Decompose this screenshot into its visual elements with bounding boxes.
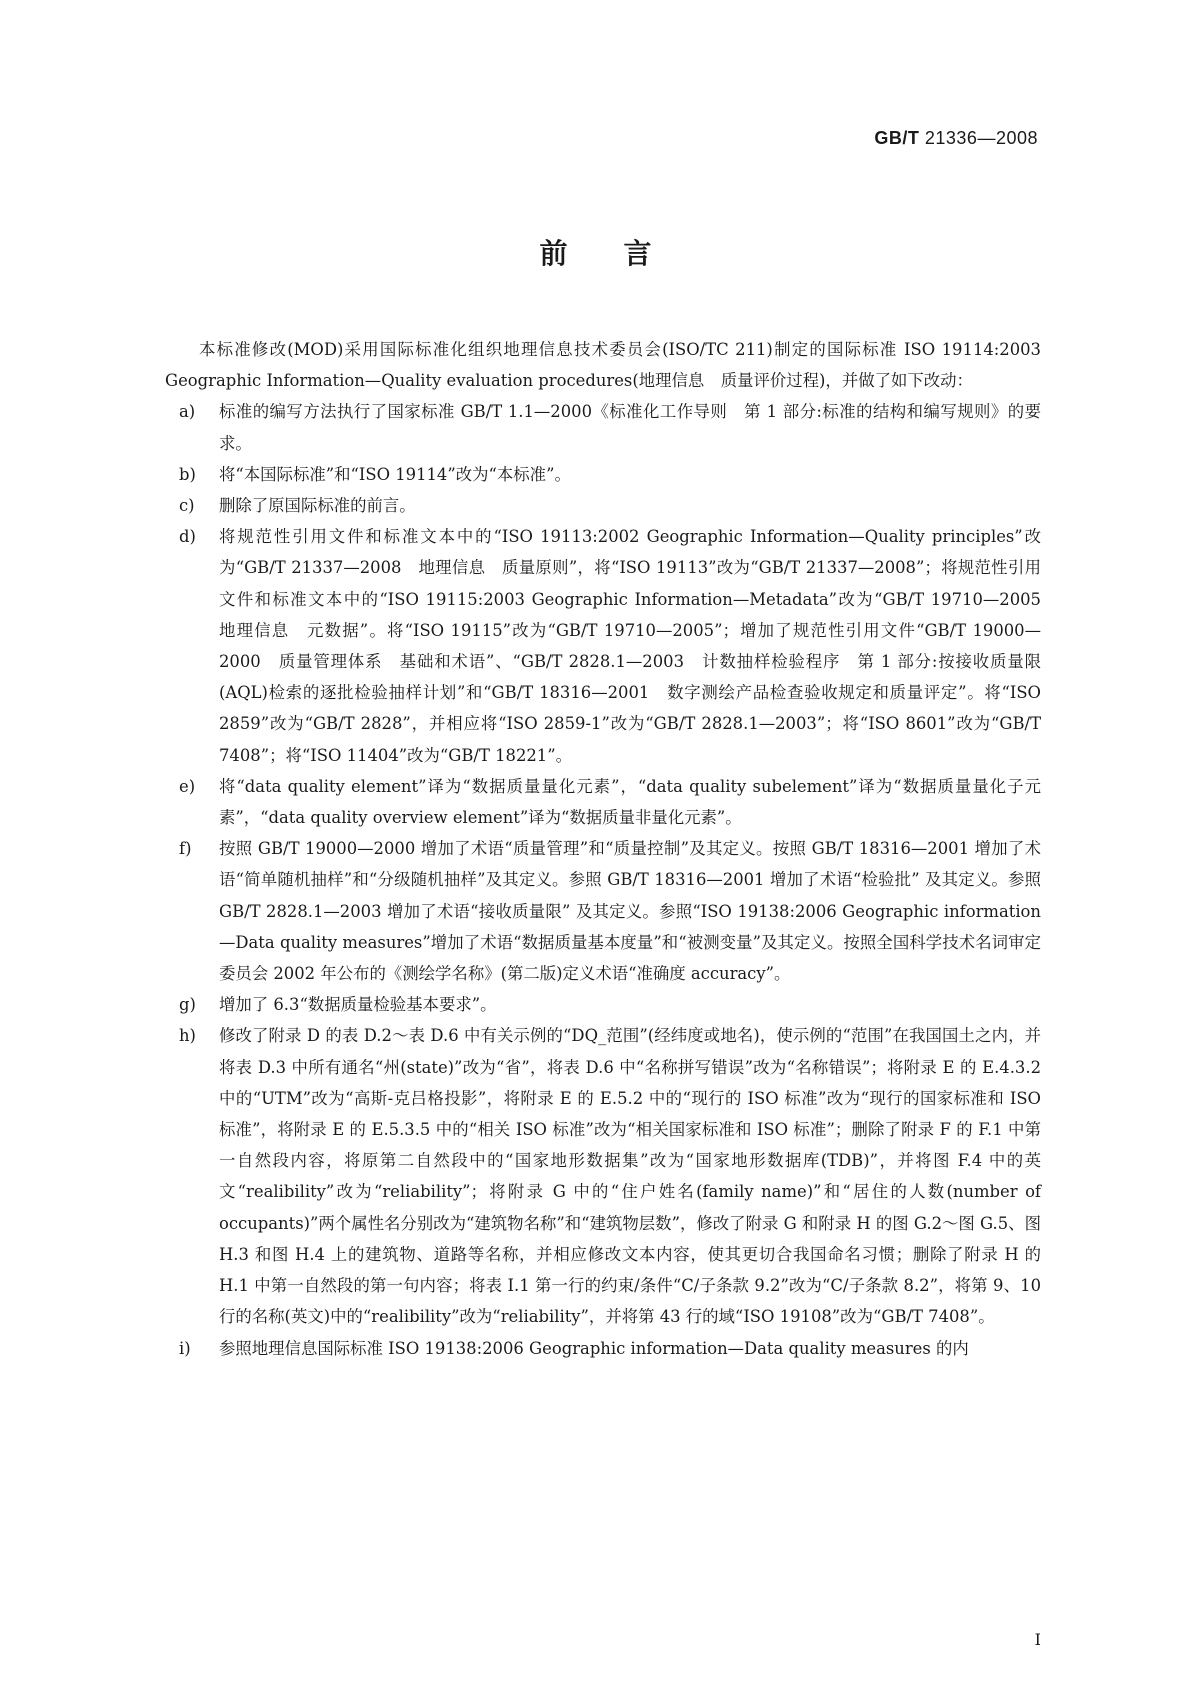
- list-item-label: a): [179, 402, 196, 422]
- standard-code-prefix: GB/T: [874, 128, 920, 148]
- list-item-text: 将“本国际标准”和“ISO 19114”改为“本标准”。: [219, 464, 571, 484]
- list-item-text: 修改了附录 D 的表 D.2～表 D.6 中有关示例的“DQ_范围”(经纬度或地名)，使示例的“范围”在我国国土之内，并将表 D.3 中所有通名“州(state)”改为“省”，将表 D.6 中“名称拼写错误”改为“名称错误”；将附录 E 的 E.4.3.2 中的“UTM”改为“高斯-克吕格投影”，将附录 E 的 E.5.2 中的“现行的 ISO 标准”改为“现行的国家标准和 ISO 标准”，将附录 E 的 E.5.3.5 中的“相关 ISO 标准”改为“相关国家标准和 ISO 标准”；删除了附录 F 的 F.1 中第一自然段内容，将原第二自然段中的“国家地形数据集”改为“国家地形数据库(TDB)”，并将图 F.4 中的英文“realibility”改为“reliability”；将附录 G 中的“住户姓名(family name)”和“居住的人数(number of occupants)”两个属性名分别改为“建筑物名称”和“建筑物层数”，修改了附录 G 和附录 H 的图 G.2～图 G.5、图 H.3 和图 H.4 上的建筑物、道路等名称，并相应修改文本内容，使其更切合我国命名习惯；删除了附录 H 的 H.1 中第一自然段的第一句内容；将表 I.1 第一行的约束/条件“C/子条款 9.2”改为“C/子条款 8.2”，将第 9、10 行的名称(英文)中的“realibility”改为“reliability”，并将第 43 行的域“ISO 19108”改为“GB/T 7408”。: [219, 1026, 1041, 1327]
- list-item-text: 将规范性引用文件和标准文本中的“ISO 19113:2002 Geographic Information—Quality principles”改为“GB/T 21337—2008 地理信息 质量原则”，将“ISO 19113”改为“GB/T 21337—2008”；将规范性引用文件和标准文本中的“ISO 19115:2003 Geographic Information—Metadata”改为“GB/T 19710—2005 地理信息 元数据”。将“ISO 19115”改为“GB/T 19710—2005”；增加了规范性引用文件“GB/T 19000—2000 质量管理体系 基础和术语”、“GB/T 2828.1—2003 计数抽样检验程序 第 1 部分:按接收质量限(AQL)检索的逐批检验抽样计划”和“GB/T 18316—2001 数字测绘产品检查验收规定和质量评定”。将“ISO 2859”改为“GB/T 2828”，并相应将“ISO 2859-1”改为“GB/T 2828.1—2003”；将“ISO 8601”改为“GB/T 7408”；将“ISO 11404”改为“GB/T 18221”。: [219, 527, 1058, 765]
- list-item-text: 将“data quality element”译为“数据质量量化元素”，“data quality subelement”译为“数据质量量化子元素”，“data quality overview element”译为“数据质量非量化元素”。: [219, 776, 1041, 828]
- list-item-label: b): [179, 464, 196, 484]
- page-number: I: [1034, 1630, 1041, 1649]
- list-item-g: [179, 989, 1041, 1020]
- preface-body: [165, 334, 1058, 1364]
- list-item-b: [179, 459, 1041, 490]
- list-item-label: e): [179, 776, 196, 796]
- intro-paragraph: 本标准修改(MOD)采用国际标准化组织地理信息技术委员会(ISO/TC 211)制定的国际标准 ISO 19114:2003 Geographic Information—Quality evaluation procedures(地理信息 质量评价过程)，并做了如下改动：: [165, 340, 1041, 391]
- list-item-label: g): [179, 995, 196, 1015]
- list-item-c: [179, 490, 1041, 521]
- standard-code: [874, 128, 1038, 149]
- page-title: 前言: [539, 237, 708, 270]
- list-item-text: 标准的编写方法执行了国家标准 GB/T 1.1—2000《标准化工作导则 第 1 部分:标准的结构和编写规则》的要求。: [219, 402, 1041, 453]
- list-item-label: d): [179, 527, 196, 547]
- list-item-h: [179, 1020, 1041, 1332]
- list-item-label: c): [179, 496, 195, 516]
- list-item-label: i): [179, 1338, 191, 1358]
- list-item-label: h): [179, 1026, 196, 1046]
- list-item-label: f): [179, 839, 192, 859]
- list-item-e: [179, 771, 1041, 833]
- list-item-text: 参照地理信息国际标准 ISO 19138:2006 Geographic information—Data quality measures 的内: [219, 1338, 969, 1358]
- list-item-text: 增加了 6.3“数据质量检验基本要求”。: [219, 995, 497, 1015]
- list-item-text: 删除了原国际标准的前言。: [219, 496, 416, 516]
- list-item-d: [179, 521, 1058, 771]
- list-item-text: 按照 GB/T 19000—2000 增加了术语“质量管理”和“质量控制”及其定义。按照 GB/T 18316—2001 增加了术语“简单随机抽样”和“分级随机抽样”及其定义。参照 GB/T 18316—2001 增加了术语“检验批” 及其定义。参照 GB/T 2828.1—2003 增加了术语“接收质量限” 及其定义。参照“ISO 19138:2006 Geographic information—Data quality measures”增加了术语“数据质量基本度量”和“被测变量”及其定义。按照全国科学技术名词审定委员会 2002 年公布的《测绘学名称》(第二版)定义术语“准确度 accuracy”。: [219, 839, 1041, 984]
- list-item-f: [179, 833, 1041, 989]
- standard-code-number: 21336—2008: [924, 128, 1038, 148]
- list-item-a: [179, 396, 1041, 458]
- list-item-i: [179, 1333, 1041, 1364]
